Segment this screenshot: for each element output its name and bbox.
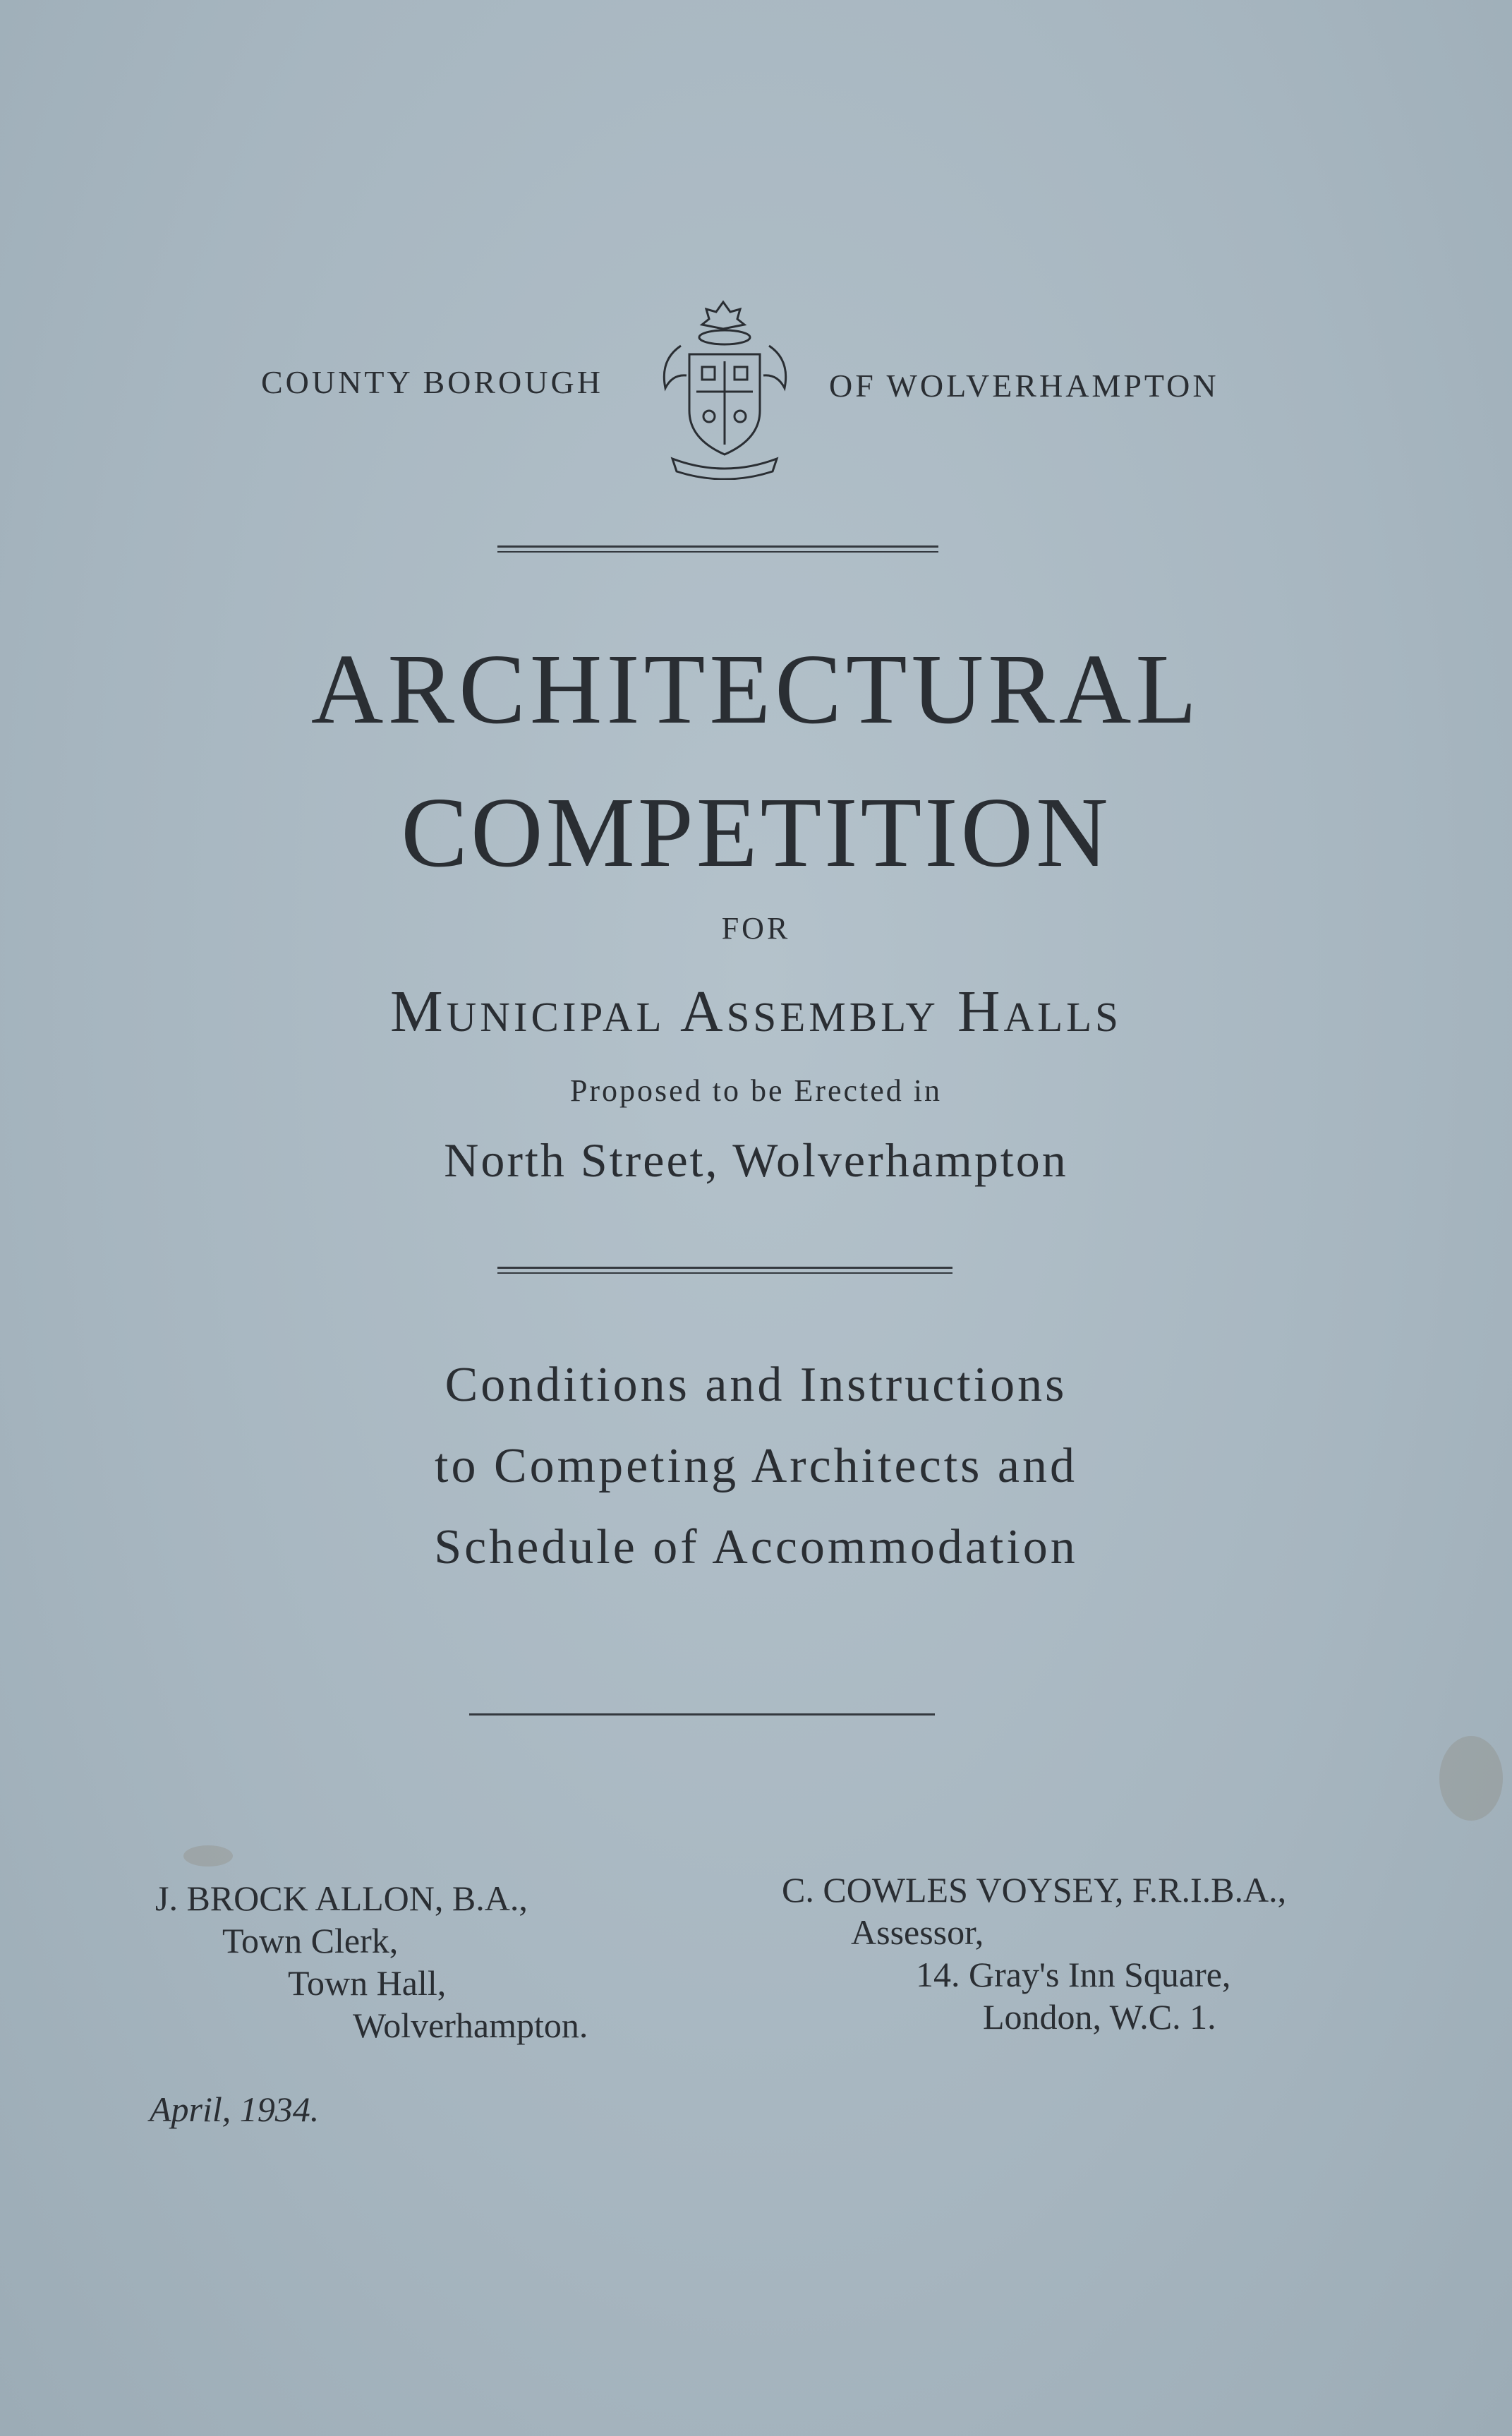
paper-stain — [1439, 1736, 1503, 1821]
coat-of-arms-icon — [653, 296, 797, 480]
title-line-1: ARCHITECTURAL — [310, 633, 1202, 744]
signatory-line: Town Clerk, — [222, 1921, 399, 1960]
signatory-assessor — [782, 1869, 1286, 2038]
signatory-name: C. COWLES VOYSEY, F.R.I.B.A., — [782, 1870, 1287, 1910]
title-subject: Municipal Assembly Halls — [389, 979, 1122, 1044]
signatory-line: Wolverhampton. — [353, 2006, 588, 2045]
document-date: April, 1934. — [150, 2090, 320, 2129]
title-for: FOR — [721, 911, 791, 946]
conditions-block — [0, 1344, 1512, 1588]
conditions-line: Conditions and Instructions — [444, 1358, 1068, 1412]
divider-rule — [497, 1267, 952, 1269]
title-location: North Street, Wolverhampton — [444, 1133, 1068, 1187]
signatory-line: Assessor, — [851, 1912, 984, 1952]
signatory-name: J. BROCK ALLON, B.A., — [155, 1879, 528, 1918]
signatory-line: Town Hall, — [288, 1963, 447, 2003]
conditions-line: to Competing Architects and — [435, 1439, 1077, 1493]
header-of-wolverhampton: OF WOLVERHAMPTON — [829, 368, 1219, 404]
signatory-line: 14. Gray's Inn Square, — [916, 1955, 1231, 1994]
divider-rule — [497, 545, 938, 548]
divider-rule — [469, 1713, 935, 1716]
header-county-borough: COUNTY BOROUGH — [261, 364, 603, 400]
conditions-line: Schedule of Accommodation — [434, 1520, 1078, 1574]
title-proposed: Proposed to be Erected in — [569, 1073, 943, 1108]
signatory-town-clerk — [155, 1877, 588, 2046]
paper-stain — [183, 1845, 233, 1867]
signatory-line: London, W.C. 1. — [983, 1997, 1216, 2037]
title-line-2: COMPETITION — [401, 776, 1111, 888]
